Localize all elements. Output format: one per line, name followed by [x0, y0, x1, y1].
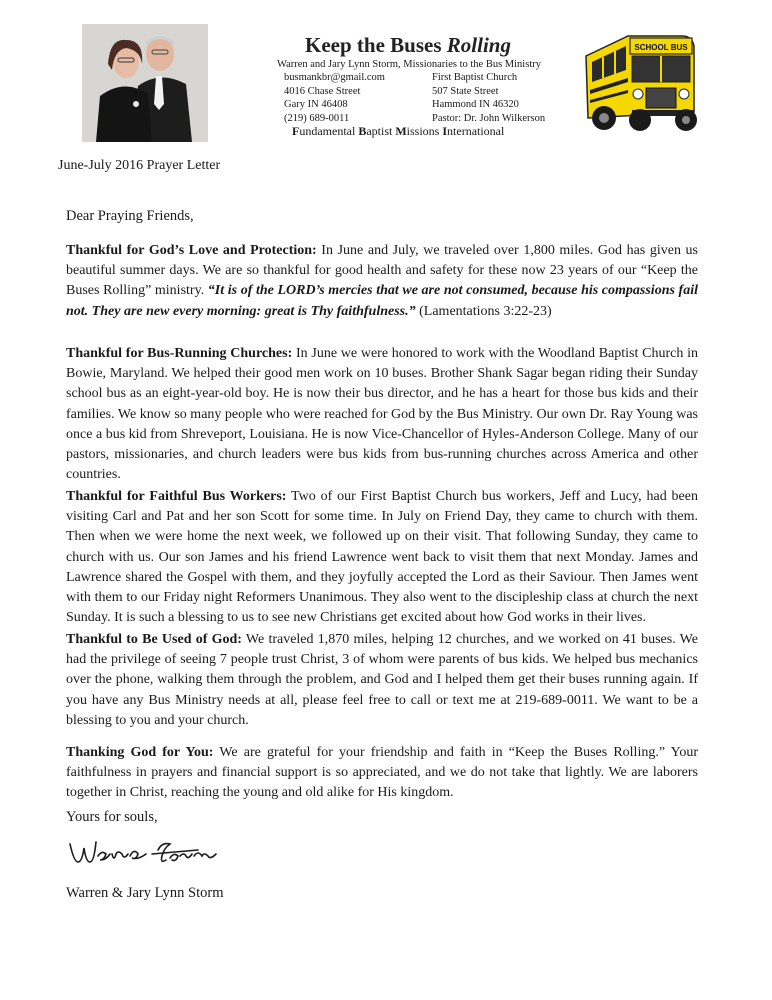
couple-photo-icon	[82, 24, 208, 142]
church-pastor: Pastor: Dr. John Wilkerson	[432, 112, 546, 124]
church-street: 507 State Street	[432, 85, 499, 97]
church-name: First Baptist Church	[432, 72, 518, 83]
email-text: busmankbr@gmail.com	[284, 72, 385, 83]
couple-photo	[82, 24, 208, 142]
church-city: Hammond IN 46320	[432, 99, 519, 110]
city-text: Gary IN 46408	[284, 99, 348, 110]
missionaries-subtitle: Warren and Jary Lynn Storm, Missionaries to the Bus Ministry	[277, 59, 541, 70]
bus-sign-text: SCHOOL BUS	[634, 43, 688, 52]
paragraph-used-of-god: Thankful to Be Used of God: We traveled 1,870 miles, helping 12 churches, and we worked on 41 buses. We had the privilege of seeing 7 people trust Christ, 3 of whom were parents of bus kids. We helped bus mechanics over the phone, walking them through the problem, and God and I helped them get their buses running again. If you have any Bus Ministry needs at all, please feel free to call or text me at 219-689-0011. We want to be a blessing to you and your church.	[66, 632, 698, 728]
paragraph-bus-running-churches: Thankful for Bus-Running Churches: In June we were honored to work with the Woodland Baptist Church in Bowie, Maryland. We helped their good men work on 10 buses. Brother Shank Sagar began riding their Sunday school bus as an eight-year-old boy. He is now their bus director, and he has a heart for those bus kids and their families. We know so many people who were reached for God by the Bus Ministry. Our own Dr. Ray Young was once a bus kid from Shreveport, Louisiana. He is now Vice-Chancellor of Hyles-Anderson College. Many of our pastors, missionaries, and church leaders were bus kids from bus-running churches across America and other countries.	[66, 346, 698, 483]
paragraph-thanking-god: Thanking God for You: We are grateful for your friendship and faith in “Keep the Buses Rolling.” Your faithfulness in prayers and financial support is so appreciated, and we do not take that lightly. We are laborers together in Christ, reaching the young and old alike for His kingdom.	[66, 745, 698, 801]
paragraph-love-protection: Thankful for God’s Love and Protection: In June and July, we traveled over 1,800 miles. God has given us beautiful summer days. We are so thankful for good health and safety for these now 23 years of our “Keep the Buses Rolling” ministry. “It is of the LORD’s mercies that we are not consumed, because his compassions fail not. They are new every morning: great is Thy faithfulness.” (Lamentations 3:22-23)	[66, 243, 699, 319]
church-address	[432, 71, 545, 125]
ministry-title: Keep the Buses Rolling	[305, 33, 511, 57]
letter-date: June-July 2016 Prayer Letter	[58, 158, 221, 173]
school-bus-icon	[582, 32, 714, 136]
paragraph-faithful-bus-workers: Thankful for Faithful Bus Workers: Two of our First Baptist Church bus workers, Jeff and Lucy, had been visiting Carl and Pat and her son Scott for some time. In July on Friend Day, they came to church with them. Then when we were home the next week, we followed up on their visit. That following Sunday, they came to church with us. Our son James and his friend Lawrence went back to visit them that next Monday. James and Lawrence shared the Gospel with them, and they joyfully accepted the Lord as their Saviour. Then James went with them to our Friday night Reformers Unanimous. They also went to the discipleship class at church the next Sunday. It is such a blessing to us to see new Christians get excited about how God works in their lives.	[66, 489, 698, 626]
handwritten-signature	[66, 832, 236, 872]
contact-address	[284, 71, 385, 125]
closing-line: Yours for souls,	[66, 809, 158, 825]
mission-board: Fundamental Baptist Missions International	[292, 124, 505, 138]
signature-icon	[66, 832, 236, 872]
phone-text: (219) 689-0011	[284, 112, 350, 124]
school-bus-illustration	[582, 32, 714, 136]
salutation: Dear Praying Friends,	[66, 208, 194, 224]
signer-name: Warren & Jary Lynn Storm	[66, 885, 224, 901]
street-text: 4016 Chase Street	[284, 85, 361, 97]
